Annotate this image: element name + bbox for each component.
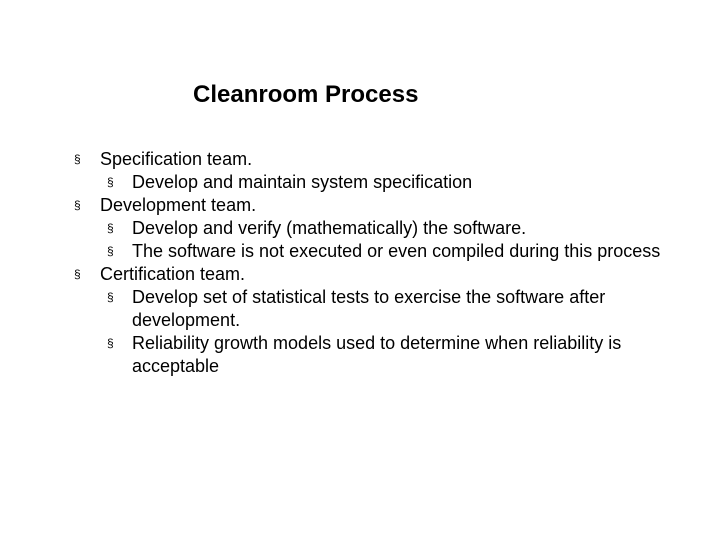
slide-title: Cleanroom Process bbox=[193, 81, 419, 108]
bullet-item bbox=[70, 263, 690, 286]
bullet-marker-icon: § bbox=[74, 152, 81, 166]
bullet-text: Develop set of statistical tests to exercise the software after development. bbox=[132, 287, 606, 330]
bullet-text: Reliability growth models used to determine when reliability is acceptable bbox=[132, 333, 622, 376]
bullet-marker-icon: § bbox=[107, 336, 114, 350]
sub-bullet-item bbox=[70, 332, 690, 378]
bullet-marker-icon: § bbox=[74, 198, 81, 212]
bullet-item bbox=[70, 194, 690, 217]
bullet-text: Certification team. bbox=[100, 264, 246, 284]
bullet-item bbox=[70, 148, 690, 171]
bullet-marker-icon: § bbox=[107, 290, 114, 304]
bullet-text: Develop and verify (mathematically) the software. bbox=[132, 218, 527, 238]
bullet-marker-icon: § bbox=[107, 244, 114, 258]
sub-bullet-item bbox=[70, 217, 690, 240]
bullet-marker-icon: § bbox=[107, 175, 114, 189]
sub-bullet-item bbox=[70, 171, 690, 194]
bullet-text: Specification team. bbox=[100, 149, 253, 169]
bullet-marker-icon: § bbox=[107, 221, 114, 235]
bullet-text: Development team. bbox=[100, 195, 257, 215]
bullet-text: The software is not executed or even compiled during this process bbox=[132, 241, 661, 261]
bullet-text: Develop and maintain system specification bbox=[132, 172, 473, 192]
bullet-list bbox=[70, 148, 690, 378]
sub-bullet-item bbox=[70, 240, 690, 263]
sub-bullet-item bbox=[70, 286, 690, 332]
bullet-marker-icon: § bbox=[74, 267, 81, 281]
